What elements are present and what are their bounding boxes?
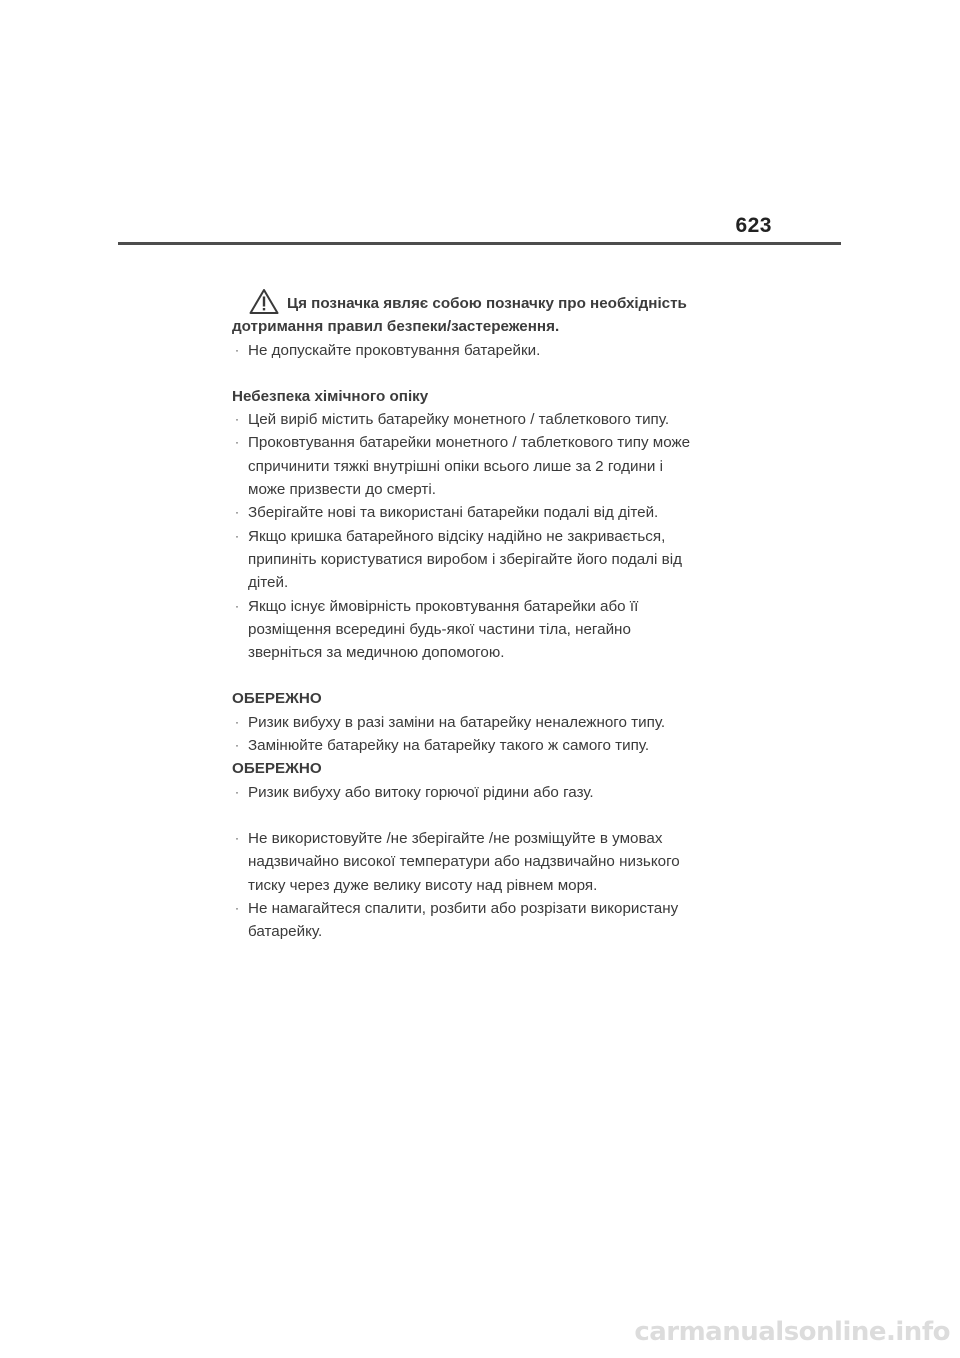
bullet-glyph: · [235, 505, 239, 520]
bullet-glyph: · [235, 598, 239, 613]
list-item-line: може призвести до смерті. [248, 481, 436, 499]
warning-line-2: дотримання правил безпеки/застереження. [232, 318, 560, 336]
bullet-glyph: · [235, 784, 239, 799]
list-item [232, 408, 732, 431]
page-content [232, 292, 732, 943]
list-item-line: Ризик вибуху в разі заміни на батарейку неналежного типу. [248, 713, 666, 731]
list-item-line: припиніть користуватися виробом і зберігайте його подалі від [248, 550, 682, 568]
list-item-line: Не використовуйте /не зберігайте /не розміщуйте в умовах [248, 829, 663, 847]
list-item-line: Ризик вибуху або витоку горючої рідини або газу. [248, 783, 594, 801]
page-number: 623 [735, 214, 772, 237]
bullet-glyph: · [235, 528, 239, 543]
list-item-line: дітей. [248, 574, 289, 592]
bullet-glyph: · [235, 900, 239, 915]
warning-triangle-icon [249, 288, 279, 315]
chemical-burn-list [232, 408, 732, 664]
list-item-line: розміщення всередині будь-якої частини тіла, негайно [248, 620, 631, 638]
bullet-glyph: · [235, 714, 239, 729]
list-item-line: Зберігайте нові та використані батарейки подалі від дітей. [248, 504, 659, 522]
list-item [232, 501, 732, 524]
chemical-burn-heading: Небезпека хімічного опіку [232, 387, 429, 405]
list-item [232, 897, 732, 944]
list-item [232, 595, 732, 665]
list-item-line: батарейку. [248, 923, 323, 941]
list-item [232, 525, 732, 595]
bullet-glyph: · [235, 342, 239, 357]
caution-heading-1: ОБЕРЕЖНО [232, 690, 322, 708]
warning-list [232, 339, 732, 362]
list-item-line: Замінюйте батарейку на батарейку такого ж самого типу. [248, 737, 650, 755]
list-item-line: надзвичайно високої температури або надзвичайно низького [248, 853, 680, 871]
list-item-line: Якщо кришка батарейного відсіку надійно не закривається, [248, 527, 666, 545]
list-item [232, 431, 732, 501]
list-item [232, 781, 732, 804]
caution-list-1 [232, 711, 732, 758]
list-item-line: Цей виріб містить батарейку монетного / таблеткового типу. [248, 411, 670, 429]
list-item-line: Не намагайтеся спалити, розбити або розрізати використану [248, 899, 679, 917]
list-item-line: спричинити тяжкі внутрішні опіки всього лише за 2 години і [248, 457, 663, 475]
watermark-site: carmanualsonline.info [634, 1317, 950, 1347]
list-item-line: тиску через дуже велику висоту над рівнем моря. [248, 876, 598, 894]
list-item [232, 734, 732, 757]
bullet-glyph: · [235, 830, 239, 845]
list-item-line: Не допускайте проковтування батарейки. [248, 341, 541, 359]
header-rule [118, 242, 841, 245]
warning-title [232, 292, 732, 315]
caution-list-2a [232, 781, 732, 804]
list-item-line: Проковтування батарейки монетного / таблеткового типу може [248, 434, 691, 452]
list-item [232, 339, 732, 362]
caution-heading-2: ОБЕРЕЖНО [232, 760, 322, 778]
list-item-line: зверніться за медичною допомогою. [248, 644, 505, 662]
bullet-glyph: · [235, 738, 239, 753]
caution-list-2b [232, 827, 732, 943]
list-item-line: Якщо існує ймовірність проковтування батарейки або її [248, 597, 639, 615]
warning-line-1: Ця позначка являє собою позначку про необхідність [287, 295, 687, 312]
list-item [232, 827, 732, 897]
list-item [232, 711, 732, 734]
bullet-glyph: · [235, 435, 239, 450]
bullet-glyph: · [235, 412, 239, 427]
